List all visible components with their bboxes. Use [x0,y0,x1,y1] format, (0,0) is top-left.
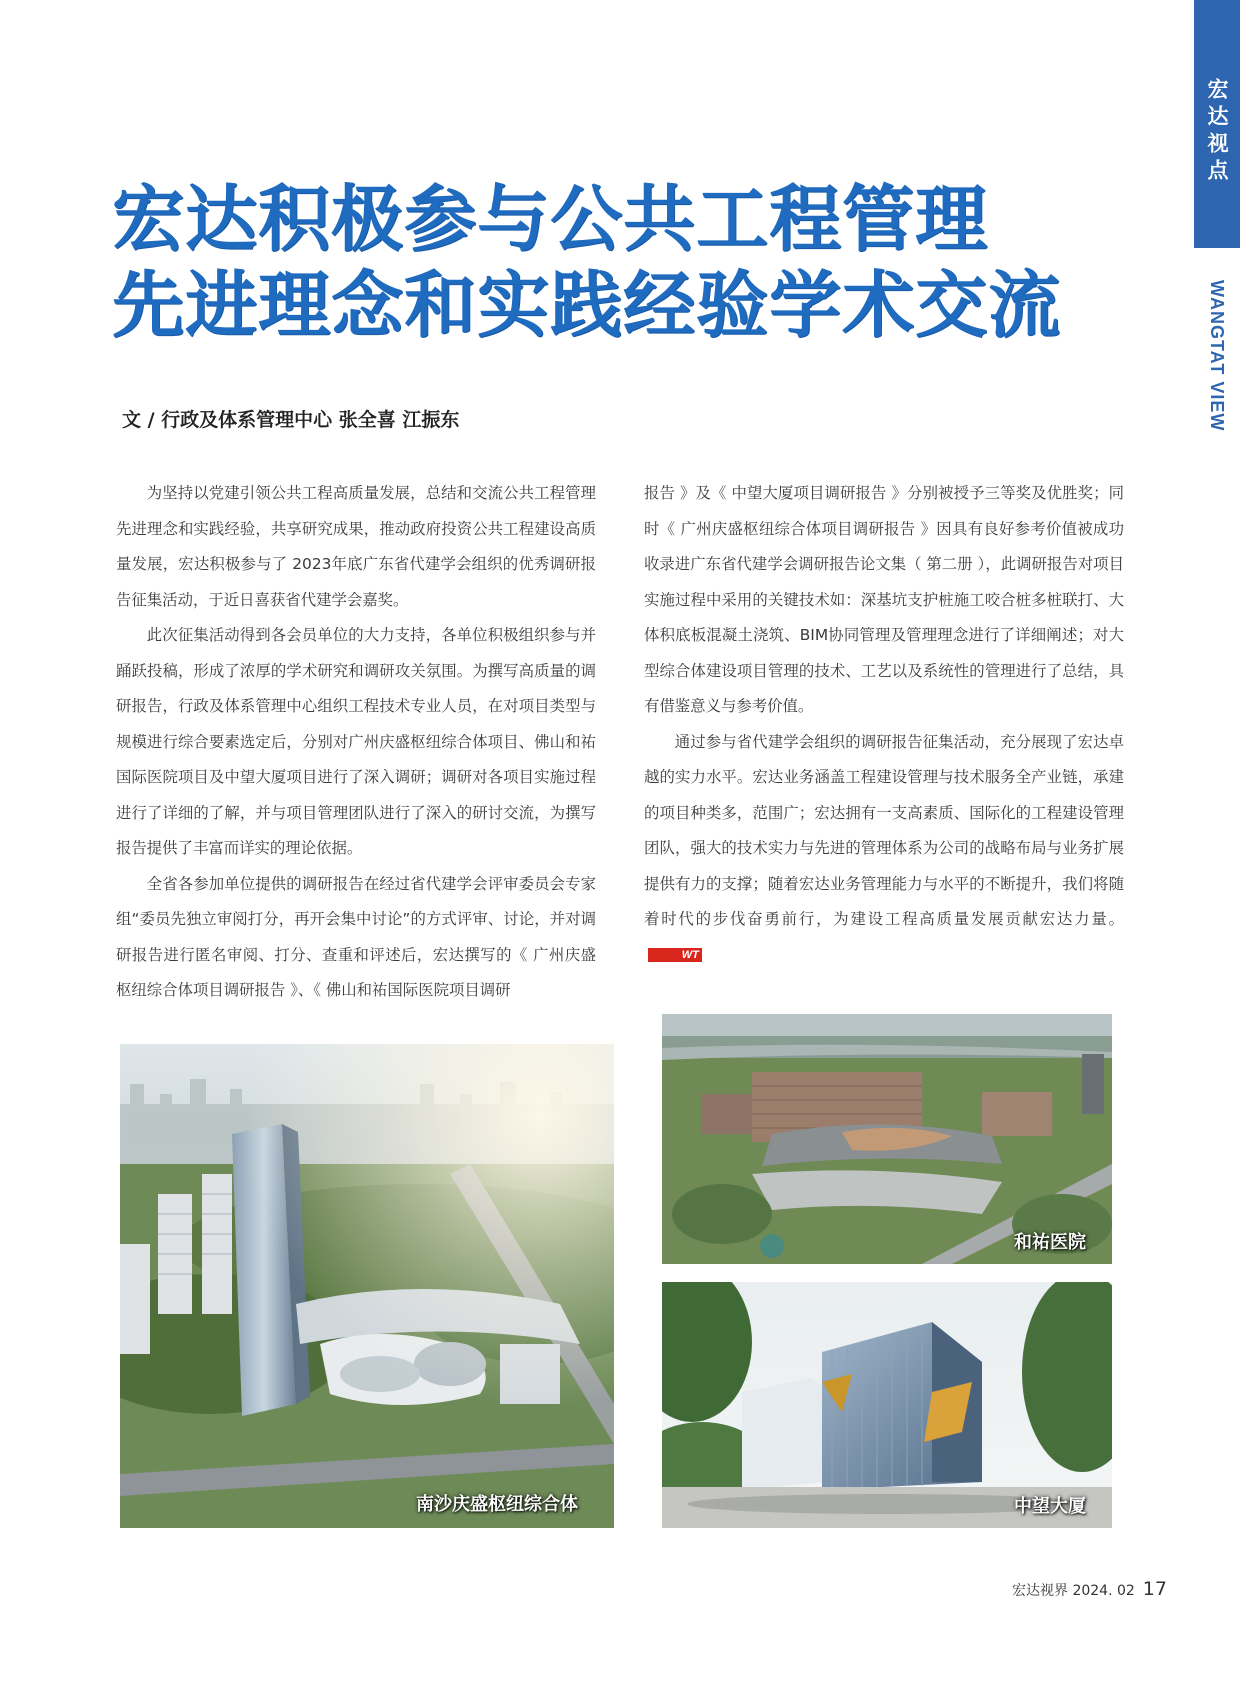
paragraph-2: 此次征集活动得到各会员单位的大力支持，各单位积极组织参与并踊跃投稿，形成了浓厚的学术研究和调研攻关氛围。为撰写高质量的调研报告，行政及体系管理中心组织工程技术专业人员，在对项目类型与规模进行综合要素选定后，分别对广州庆盛枢纽综合体项目、佛山和祐国际医院项目及中望大厦项目进行了深入调研；调研对各项目实施过程进行了详细的了解，并与项目管理团队进行了深入的研讨交流，为撰写报告提供了丰富而详实的理论依据。 [116,626,596,857]
paragraph-3: 全省各参加单位提供的调研报告在经过省代建学会评审委员会专家组“委员先独立审阅打分，再开会集中讨论”的方式评审、讨论，并对调研报告进行匿名审阅、打分、查重和评述后，宏达撰写的《 广州庆盛枢纽综合体项目调研报告 》、《 佛山和祐国际医院项目调研 [116,874,596,999]
paragraph-1: 为坚持以党建引领公共工程高质量发展，总结和交流公共工程管理先进理念和实践经验，共享研究成果，推动政府投资公共工程建设高质量发展，宏达积极参与了 2023年底广东省代建学会组织的优秀调研报告征集活动，于近日喜获省代建学会嘉奖。 [116,484,596,609]
article-title-line-1: 宏达积极参与公共工程管理 [112,177,989,261]
wt-logo-icon: WT [648,948,702,962]
magazine-issue: 宏达视界 2024. 02 [1012,1583,1135,1599]
photo-zhongwang-tower-caption: 中望大厦 [1014,1496,1086,1517]
paragraph-4 [644,725,1124,974]
photo-qingsheng-hub [120,1044,614,1528]
photo-heyou-hospital-image [662,1014,1112,1264]
section-tab-label: 宏达视点 [1205,78,1229,186]
body-column-right [644,476,1124,973]
photo-heyou-hospital [662,1014,1112,1264]
photo-qingsheng-hub-image [120,1044,614,1528]
photo-qingsheng-hub-caption: 南沙庆盛枢纽综合体 [416,1494,578,1515]
article-title-line-2: 先进理念和实践经验学术交流 [112,263,1062,347]
section-english-label: WANGTAT VIEW [1207,280,1227,432]
photo-heyou-hospital-caption: 和祐医院 [1014,1232,1086,1253]
page-footer [1012,1578,1167,1600]
paragraph-3-continued: 报告 》及《 中望大厦项目调研报告 》分别被授予三等奖及优胜奖；同时《 广州庆盛枢纽综合体项目调研报告 》因具有良好参考价值被成功收录进广东省代建学会调研报告论文集（ 第二册 ），此调研报告对项目实施过程中采用的关键技术如：深基坑支护桩施工咬合桩多桩联打、大体积底板混凝土浇筑、BIM协同管理及管理理念进行了详细阐述；对大型综合体建设项目管理的技术、工艺以及系统性的管理进行了总结，具有借鉴意义与参考价值。 [644,484,1124,715]
article-byline: 文 / 行政及体系管理中心 张全喜 江振东 [122,409,460,431]
body-column-left [116,476,596,1009]
paragraph-4-text: 通过参与省代建学会组织的调研报告征集活动，充分展现了宏达卓越的实力水平。宏达业务涵盖工程建设管理与技术服务全产业链，承建的项目种类多，范围广；宏达拥有一支高素质、国际化的工程建设管理团队，强大的技术实力与先进的管理体系为公司的战略布局与业务扩展提供有力的支撑；随着宏达业务管理能力与水平的不断提升，我们将随着时代的步伐奋勇前行，为建设工程高质量发展贡献宏达力量。 [644,732,1124,928]
photo-zhongwang-tower [662,1282,1112,1528]
article-title [112,176,1172,348]
page-number: 17 [1142,1578,1167,1600]
section-tab [1194,0,1240,248]
